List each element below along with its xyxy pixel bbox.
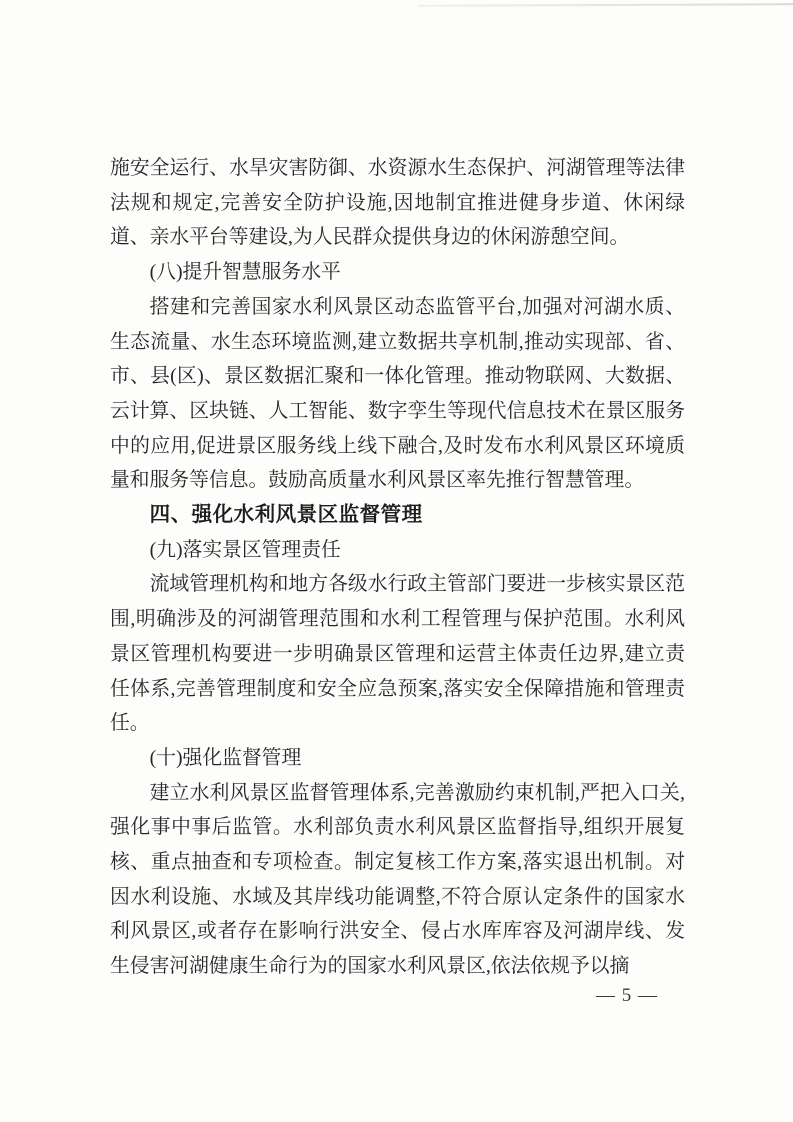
subsection-heading: (九)落实景区管理责任	[149, 538, 341, 561]
paragraph: 流域管理机构和地方各级水行政主管部门要进一步核实景区范围,明确涉及的河湖管理范围和水利工程管理与保护范围。水利风景区管理机构要进一步明确景区管理和运营主体责任边界,建立责任体系,完善管理制度和安全应急预案,落实安全保障措施和管理责任。	[110, 573, 685, 735]
paragraph: 建立水利风景区监督管理体系,完善激励约束机制,严把入口关,强化事中事后监管。水利部负责水利风景区监督指导,组织开展复核、重点抽查和专项检查。制定复核工作方案,落实退出机制。对因水利设施、水域及其岸线功能调整,不符合原认定条件的国家水利风景区,或者存在影响行洪安全、侵占水库库容及河湖岸线、发生侵害河湖健康生命行为的国家水利风景区,依法依规予以摘	[110, 781, 685, 978]
page-number: — 5 —	[596, 985, 658, 1006]
subsection-heading: (八)提升智慧服务水平	[149, 261, 341, 284]
scan-edge-artifact	[418, 3, 793, 7]
section-heading: 四、强化水利风景区监督管理	[149, 503, 423, 527]
paragraph: 搭建和完善国家水利风景区动态监管平台,加强对河湖水质、生态流量、水生态环境监测,建立数据共享机制,推动实现部、省、市、县(区)、景区数据汇聚和一体化管理。推动物联网、大数据、云计算、区块链、人工智能、数字孪生等现代信息技术在景区服务中的应用,促进景区服务线上线下融合,及时发布水利风景区环境质量和服务等信息。鼓励高质量水利风景区率先推行智慧管理。	[110, 295, 685, 492]
paragraph-continuation: 施安全运行、水旱灾害防御、水资源水生态保护、河湖管理等法律法规和规定,完善安全防护设施,因地制宜推进健身步道、休闲绿道、亲水平台等建设,为人民群众提供身边的休闲游憩空间。	[110, 157, 685, 249]
document-text-block	[110, 151, 685, 984]
subsection-heading: (十)强化监督管理	[149, 746, 302, 769]
